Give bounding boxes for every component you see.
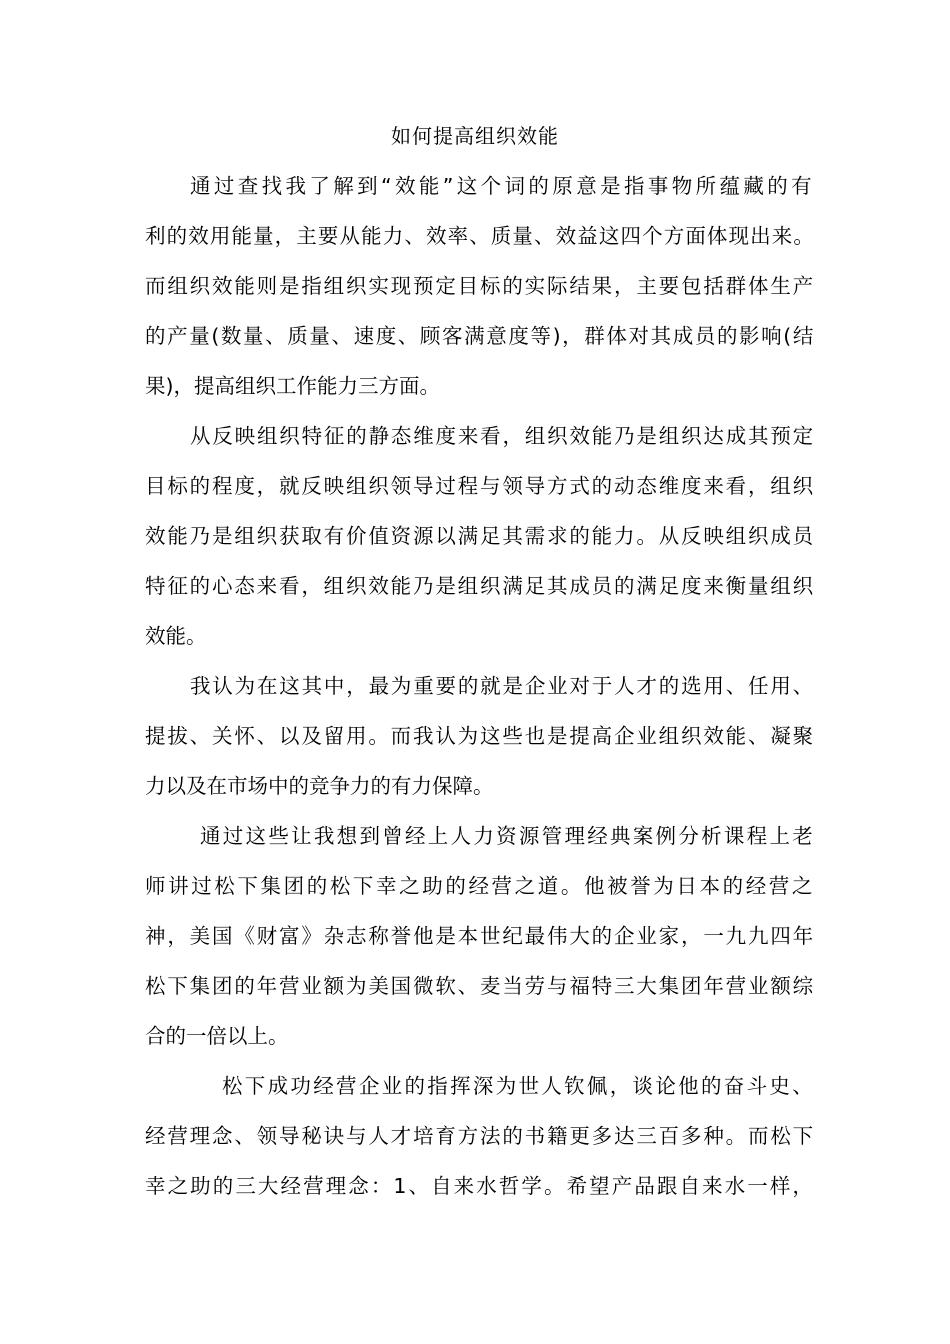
paragraph-line: 幸之助的三大经营理念：1、自来水哲学。希望产品跟自来水一样，	[145, 1174, 815, 1198]
paragraph-line: 利的效用能量，主要从能力、效率、质量、效益这四个方面体现出来。	[145, 224, 815, 248]
paragraph-line: 神，美国《财富》杂志称誉他是本世纪最伟大的企业家，一九九四年	[145, 924, 815, 948]
paragraph-line: 力以及在市场中的竞争力的有力保障。	[145, 774, 494, 798]
paragraph-line: 效能。	[145, 624, 207, 648]
paragraph-line: 松下集团的年营业额为美国微软、麦当劳与福特三大集团年营业额综	[145, 974, 815, 998]
paragraph-line: 通过这些让我想到曾经上人力资源管理经典案例分析课程上老	[200, 824, 815, 848]
paragraph-line: 我认为在这其中，最为重要的就是企业对于人才的选用、任用、	[190, 674, 815, 698]
paragraph-line: 师讲过松下集团的松下幸之助的经营之道。他被誉为日本的经营之	[145, 874, 815, 898]
paragraph-line: 通过查找我了解到“效能”这个词的原意是指事物所蕴藏的有	[190, 174, 815, 198]
paragraph-line: 从反映组织特征的静态维度来看，组织效能乃是组织达成其预定	[190, 424, 815, 448]
document-title: 如何提高组织效能	[391, 124, 559, 148]
paragraph-line: 合的一倍以上。	[145, 1024, 289, 1048]
paragraph-line: 而组织效能则是指组织实现预定目标的实际结果，主要包括群体生产	[145, 274, 815, 298]
paragraph-line: 的产量(数量、质量、速度、顾客满意度等)，群体对其成员的影响(结	[145, 324, 815, 348]
paragraph-line: 经营理念、领导秘诀与人才培育方法的书籍更多达三百多种。而松下	[145, 1124, 815, 1148]
paragraph-line: 特征的心态来看，组织效能乃是组织满足其成员的满足度来衡量组织	[145, 574, 815, 598]
paragraph-line: 效能乃是组织获取有价值资源以满足其需求的能力。从反映组织成员	[145, 524, 815, 548]
paragraph-line: 提拔、关怀、以及留用。而我认为这些也是提高企业组织效能、凝聚	[145, 724, 815, 748]
paragraph-line: 果)，提高组织工作能力三方面。	[145, 374, 440, 398]
paragraph-line: 松下成功经营企业的指挥深为世人钦佩，谈论他的奋斗史、	[222, 1074, 815, 1098]
paragraph-line: 目标的程度，就反映组织领导过程与领导方式的动态维度来看，组织	[145, 474, 815, 498]
